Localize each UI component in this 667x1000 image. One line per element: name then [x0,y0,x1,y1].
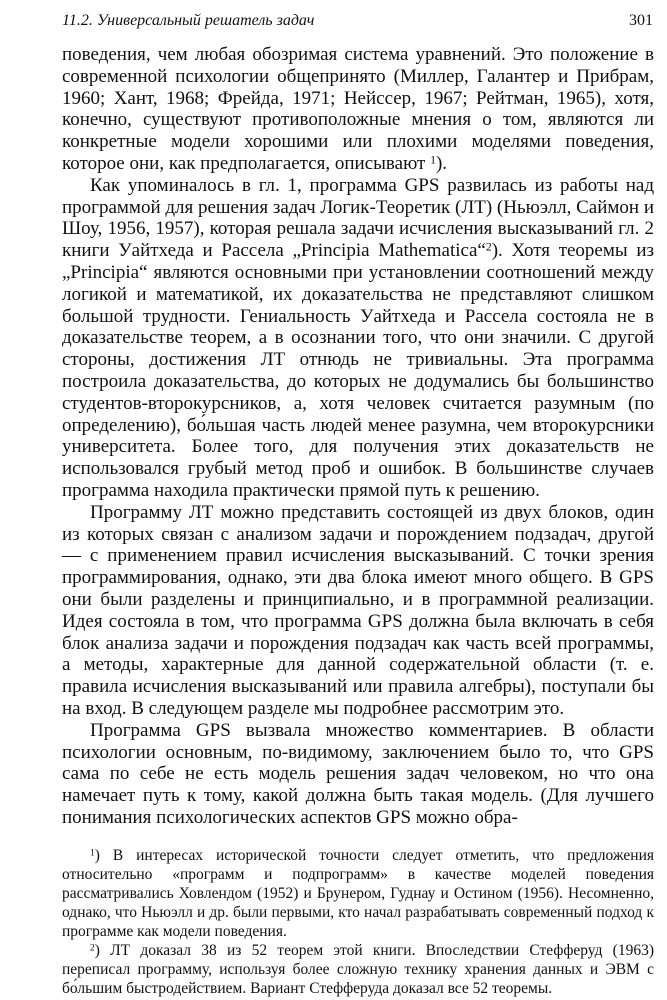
page-number: 301 [629,12,653,29]
footnote-2-mark: 2 [90,942,95,954]
page-header [62,10,653,34]
body-text [62,44,654,829]
footnote-ref-1: 1 [430,153,436,167]
paragraph-2-text: Как упоминалось в гл. 1, программа GPS развилась из работы над программой для решения задач Логик-Теоретик (ЛТ) (Ньюэлл, Саймон и Шоу, 1956, 1957), которая решала задачи исчисления высказываний гл. 2 книги Уайтхеда и Рассела „Principia Mathematica“ [62,174,654,262]
paragraph-1-tail: ). [435,152,448,174]
footnotes [62,846,654,998]
footnote-2: $^2$) ЛТ доказал 38 из 52 теорем этой книги. Впоследствии Стефферуд (1963) переписал программу, используя более сложную технику хранения данных и ЭВМ с бо́льшим быстродействием. Вариант Стефферуда доказал все 52 теоремы. [62,942,654,997]
footnote-ref-2: 2 [485,240,492,254]
footnote-2-text: ЛТ доказал 38 из 52 теорем этой книги. Впоследствии Стефферуд (1963) переписал программу, используя более сложную технику хранения данных и ЭВМ с бо́льшим быстродействием. Вариант Стефферуда доказал все 52 теоремы. [62,942,654,997]
paragraph-2-tail: ). Хотя теоремы из „Principia“ являются основными при установлении соотношений между логикой и математикой, их доказательства не представляют слишком большой трудности. Гениальность Уайтхеда и Рассела состояла не в доказательстве теорем, а в осознании того, что они значили. С другой стороны, достижения ЛТ отнюдь не тривиальны. Эта программа построила доказательства, до которых не додумались бы большинство студентов-второкурсников, а, хотя человек считается разумным (по определению), бо́льшая часть людей менее разумна, чем второкурсники университета. Более того, для получения этих доказательств не использовался грубый метод проб и ошибок. В большинстве случаев программа находила практически прямой путь к решению. [62,240,654,501]
footnote-1: $^1$) В интересах исторической точности следует отметить, что предложения относительно «программ и подпрограмм» в качестве моделей поведения рассматривались Ховлендом (1952) и Брунером, Гуднау и Остином (1956). Несомненно, однако, что Ньюэлл и др. были первыми, кто начал разрабатывать современный подход к программе как модели поведения. [62,847,654,940]
paragraph-4: Программа GPS вызвала множество комментариев. В области психологии основным, по-видимому, заключением было то, что GPS сама по себе не есть модель решения задач человеком, но что она намечает путь к тому, какой должна быть такая модель. (Для лучшего понимания психологических аспектов GPS можно обра- [62,719,654,828]
paragraph-1 [62,44,654,175]
paragraph-1-text: поведения, чем любая обозримая система уравнений. Это положение в современной психологии общепринято (Миллер, Галантер и Прибрам, 1960; Хант, 1968; Фрейда, 1971; Нейссер, 1967; Рейтман, 1965), хотя, конечно, существуют противоположные мнения о том, являются ли конкретные модели хорошими или плохими моделями поведения, которое они, как предполагается, описывают [62,44,654,174]
footnote-1-mark: 1 [90,847,95,859]
paragraph-2 [62,175,654,502]
running-head: 11.2. Универсальный решатель задач [62,12,315,29]
paragraph-3: Программу ЛТ можно представить состоящей из двух блоков, один из которых связан с анализом задачи и порождением подзадач, другой — с применением правил исчисления высказываний. С точки зрения программирования, однако, эти два блока имеют много общего. В GPS они были разделены и принципиально, и в программной реализации. Идея состояла в том, что программа GPS должна была включать в себя блок анализа задачи и порождения подзадач как часть всей программы, а методы, характерные для данной содержательной области (т. е. правила исчисления высказываний или правила алгебры), поступали бы на вход. В следующем разделе мы подробнее рассмотрим это. [62,501,654,719]
footnote-1-text: В интересах исторической точности следует отметить, что предложения относительно «программ и подпрограмм» в качестве моделей поведения рассматривались Ховлендом (1952) и Брунером, Гуднау и Остином (1956). Несомненно, однако, что Ньюэлл и др. были первыми, кто начал разрабатывать современный подход к программе как модели поведения. [62,847,654,940]
